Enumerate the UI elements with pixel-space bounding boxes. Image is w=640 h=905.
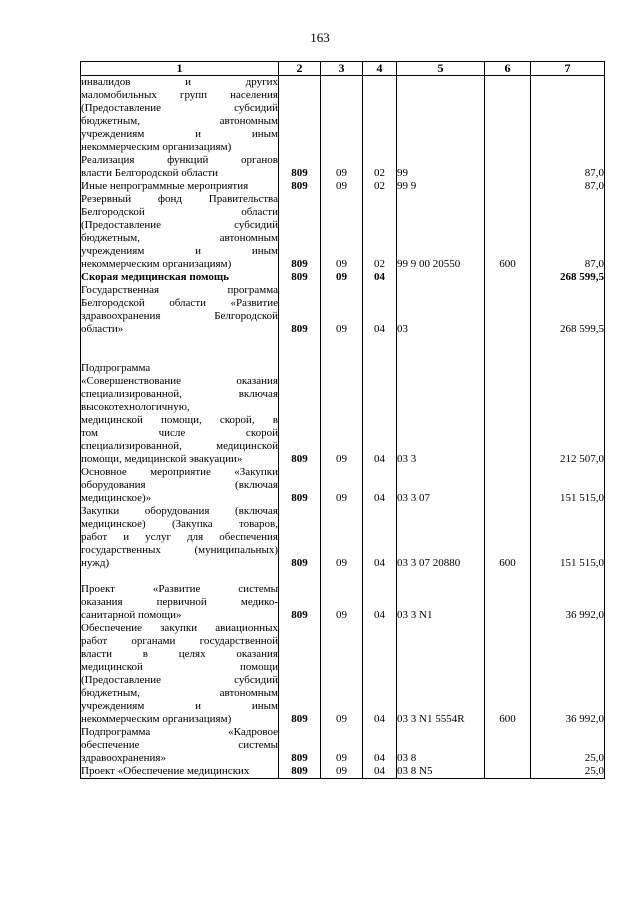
row-name-cell <box>81 622 279 726</box>
col2-cell: 809 <box>279 193 321 271</box>
row-name-line: некоммерческим организациям) <box>81 141 232 153</box>
col4-cell: 04 <box>363 271 397 284</box>
table-header-row <box>81 62 605 76</box>
row-name-line: медицинской помощи <box>81 661 278 673</box>
header-col-4: 4 <box>363 62 397 76</box>
row-name-cell <box>81 505 279 570</box>
col5-cell <box>397 271 485 284</box>
col5-cell: 03 3 N1 <box>397 570 485 622</box>
col2-cell: 809 <box>279 765 321 779</box>
col4-cell: 02 <box>363 154 397 180</box>
col3-cell: 09 <box>321 271 363 284</box>
col4-cell: 04 <box>363 570 397 622</box>
col7-cell: 151 515,0 <box>531 505 605 570</box>
row-name-cell <box>81 284 279 336</box>
row-name-cell <box>81 180 279 193</box>
row-name-line: обеспечение системы <box>81 739 278 751</box>
row-name-line: Реализация функций органов <box>81 154 278 166</box>
row-name-line: Закупки оборудования (включая <box>81 505 278 517</box>
row-name-line: маломобильных групп населения <box>81 89 278 101</box>
row-name-line: оказания первичной медико- <box>81 596 278 608</box>
row-name-line: специализированной, включая <box>81 388 278 400</box>
col6-cell <box>485 284 531 336</box>
col5-cell: 99 9 00 20550 <box>397 193 485 271</box>
col2-cell: 809 <box>279 505 321 570</box>
row-name-line: высокотехнологичную, <box>81 401 190 413</box>
col6-cell <box>485 466 531 505</box>
col3-cell <box>321 76 363 155</box>
col6-cell: 600 <box>485 193 531 271</box>
col2-cell: 809 <box>279 570 321 622</box>
row-name-line: учреждениям и иным <box>81 700 278 712</box>
col3-cell: 09 <box>321 154 363 180</box>
col2-cell: 809 <box>279 180 321 193</box>
row-name-cell <box>81 336 279 466</box>
header-col-6: 6 <box>485 62 531 76</box>
table-row <box>81 570 605 622</box>
page-number: 163 <box>310 30 330 45</box>
row-name-line: помощи, медицинской эвакуации» <box>81 453 243 465</box>
col4-cell: 04 <box>363 284 397 336</box>
row-name-line: Проект «Обеспечение медицинских <box>81 765 250 777</box>
col6-cell <box>485 271 531 284</box>
col5-cell: 03 3 07 <box>397 466 485 505</box>
col5-cell <box>397 76 485 155</box>
col3-cell: 09 <box>321 466 363 505</box>
header-col-1: 1 <box>81 62 279 76</box>
col4-cell: 02 <box>363 193 397 271</box>
col3-cell: 09 <box>321 336 363 466</box>
col7-cell: 36 992,0 <box>531 622 605 726</box>
row-name-line: Основное мероприятие «Закупки <box>81 466 278 478</box>
row-name-line: Подпрограмма <box>81 362 151 374</box>
col2-cell: 809 <box>279 271 321 284</box>
row-name-cell <box>81 726 279 765</box>
col4-cell <box>363 76 397 155</box>
row-name-line: санитарной помощи» <box>81 609 182 621</box>
col7-cell: 87,0 <box>531 180 605 193</box>
col4-cell: 04 <box>363 466 397 505</box>
header-col-3: 3 <box>321 62 363 76</box>
col5-cell: 03 8 N5 <box>397 765 485 779</box>
row-name-line: Резервный фонд Правительства <box>81 193 278 205</box>
row-name-line: работ и услуг для обеспечения <box>81 531 278 543</box>
col3-cell: 09 <box>321 284 363 336</box>
col7-cell: 268 599,5 <box>531 271 605 284</box>
col7-cell: 25,0 <box>531 765 605 779</box>
row-name-line: медицинское)» <box>81 492 152 504</box>
col2-cell: 809 <box>279 622 321 726</box>
row-name-line: здравоохранения» <box>81 752 166 764</box>
row-name-line: Обеспечение закупки авиационных <box>81 622 278 634</box>
col3-cell: 09 <box>321 622 363 726</box>
col4-cell: 02 <box>363 180 397 193</box>
col7-cell: 212 507,0 <box>531 336 605 466</box>
col5-cell: 99 <box>397 154 485 180</box>
col2-cell: 809 <box>279 726 321 765</box>
table-row <box>81 180 605 193</box>
row-name-line <box>81 570 278 583</box>
row-name-line: некоммерческим организациям) <box>81 713 232 725</box>
col7-cell <box>531 76 605 155</box>
col7-cell: 268 599,5 <box>531 284 605 336</box>
header-col-5: 5 <box>397 62 485 76</box>
row-name-line: Белгородской области <box>81 206 278 218</box>
row-name-line: Иные непрограммные мероприятия <box>81 180 249 192</box>
row-name-line: том числе скорой <box>81 427 278 439</box>
col6-cell <box>485 726 531 765</box>
table-row <box>81 284 605 336</box>
row-name-line: здравоохранения Белгородской <box>81 310 278 322</box>
col7-cell: 87,0 <box>531 154 605 180</box>
row-name-cell <box>81 154 279 180</box>
col6-cell <box>485 765 531 779</box>
col2-cell <box>279 76 321 155</box>
row-name-cell <box>81 193 279 271</box>
row-name-cell <box>81 570 279 622</box>
row-name-line: (Предоставление субсидий <box>81 674 278 686</box>
col3-cell: 09 <box>321 765 363 779</box>
row-name-line <box>81 336 278 349</box>
row-name-line: некоммерческим организациям) <box>81 258 232 270</box>
row-name-line: оборудования (включая <box>81 479 278 491</box>
table-row <box>81 466 605 505</box>
row-name-line: бюджетным, автономным <box>81 232 278 244</box>
col4-cell: 04 <box>363 336 397 466</box>
col6-cell <box>485 180 531 193</box>
row-name-line: бюджетным, автономным <box>81 687 278 699</box>
table-row <box>81 336 605 466</box>
col3-cell: 09 <box>321 180 363 193</box>
table-row <box>81 193 605 271</box>
col2-cell: 809 <box>279 336 321 466</box>
row-name-line: власти в целях оказания <box>81 648 278 660</box>
row-name-line: Государственная программа <box>81 284 278 296</box>
row-name-cell <box>81 76 279 155</box>
row-name-line <box>81 349 278 362</box>
col6-cell <box>485 570 531 622</box>
col6-cell: 600 <box>485 622 531 726</box>
row-name-line: специализированной, медицинской <box>81 440 278 452</box>
table-row <box>81 76 605 155</box>
col5-cell: 03 3 N1 5554R <box>397 622 485 726</box>
col5-cell: 03 8 <box>397 726 485 765</box>
col7-cell: 151 515,0 <box>531 466 605 505</box>
col2-cell: 809 <box>279 154 321 180</box>
row-name-line: бюджетным, автономным <box>81 115 278 127</box>
row-name-line: власти Белгородской области <box>81 167 219 179</box>
row-name-line: области» <box>81 323 124 335</box>
table-row <box>81 271 605 284</box>
row-name-line: медицинское) (Закупка товаров, <box>81 518 278 530</box>
col5-cell: 03 3 07 20880 <box>397 505 485 570</box>
row-name-line: нужд) <box>81 557 110 569</box>
col7-cell: 87,0 <box>531 193 605 271</box>
row-name-line: (Предоставление субсидий <box>81 102 278 114</box>
table-row <box>81 154 605 180</box>
col5-cell: 03 <box>397 284 485 336</box>
col6-cell <box>485 336 531 466</box>
row-name-line: работ органами государственной <box>81 635 278 647</box>
col2-cell: 809 <box>279 284 321 336</box>
row-name-cell <box>81 271 279 284</box>
row-name-line: Скорая медицинская помощь <box>81 271 229 283</box>
row-name-line: государственных (муниципальных) <box>81 544 278 556</box>
col5-cell: 99 9 <box>397 180 485 193</box>
row-name-line: Белгородской области «Развитие <box>81 297 278 309</box>
col5-cell: 03 3 <box>397 336 485 466</box>
row-name-line: Подпрограмма «Кадровое <box>81 726 278 738</box>
col6-cell <box>485 76 531 155</box>
col3-cell: 09 <box>321 570 363 622</box>
table-row <box>81 765 605 779</box>
row-name-line: «Совершенствование оказания <box>81 375 278 387</box>
col4-cell: 04 <box>363 505 397 570</box>
row-name-line: Проект «Развитие системы <box>81 583 278 595</box>
col3-cell: 09 <box>321 193 363 271</box>
table-row <box>81 726 605 765</box>
col2-cell: 809 <box>279 466 321 505</box>
col7-cell: 25,0 <box>531 726 605 765</box>
row-name-line: учреждениям и иным <box>81 245 278 257</box>
header-col-7: 7 <box>531 62 605 76</box>
col4-cell: 04 <box>363 765 397 779</box>
header-col-2: 2 <box>279 62 321 76</box>
table-row <box>81 622 605 726</box>
col3-cell: 09 <box>321 505 363 570</box>
row-name-cell <box>81 765 279 779</box>
row-name-line: медицинской помощи, скорой, в <box>81 414 278 426</box>
col4-cell: 04 <box>363 622 397 726</box>
col4-cell: 04 <box>363 726 397 765</box>
row-name-line: (Предоставление субсидий <box>81 219 278 231</box>
row-name-line: учреждениям и иным <box>81 128 278 140</box>
col6-cell: 600 <box>485 505 531 570</box>
table-row <box>81 505 605 570</box>
col3-cell: 09 <box>321 726 363 765</box>
budget-table <box>80 61 605 779</box>
row-name-cell <box>81 466 279 505</box>
col6-cell <box>485 154 531 180</box>
col7-cell: 36 992,0 <box>531 570 605 622</box>
row-name-line: инвалидов и других <box>81 76 278 88</box>
